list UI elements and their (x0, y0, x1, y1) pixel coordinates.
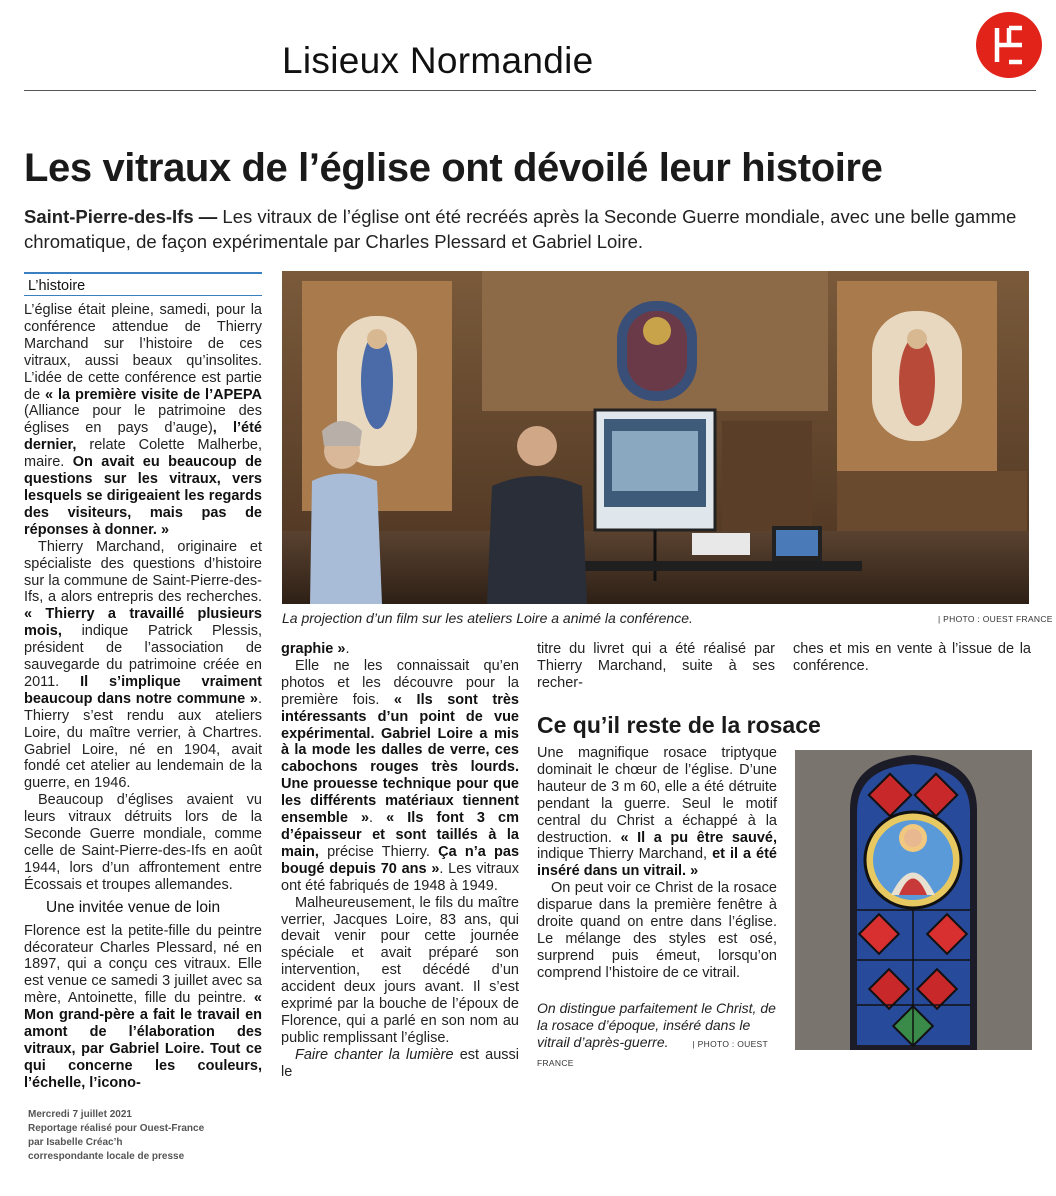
lede (24, 204, 1034, 254)
quote-run: On avait eu beaucoup de questions sur les vitraux, vers lesquels se dirigeaient les regards des visiteurs, mais pas de réponses à donner. » (24, 454, 262, 538)
text-run: Thierry Marchand, originaire et spécialiste des questions d’histoire sur la commune de Saint-Pierre-des-Ifs, a alors entrepris des recherches. (24, 538, 262, 606)
column-4-top (793, 641, 1031, 675)
rosace-caption (537, 1000, 785, 1072)
column-3-top (537, 641, 775, 692)
text-run: Florence est la petite-fille du peintre décorateur Charles Plessard, né en 1897, qui a conçu ces vitraux. Elle est venue ce samedi 3 juillet avec sa mère, Antoinette, fille du peintre. (24, 922, 262, 1007)
text-run: . Thierry s’est rendu aux ateliers Loire, du maître verrier, à Chartres. Gabriel Loire, né en 1904, avait fondé cet atelier au lendemain de la guerre, en 1946. (24, 690, 262, 792)
header-divider (24, 90, 1036, 91)
section-label: L’histoire (24, 272, 262, 296)
lede-place: Saint-Pierre-des-Ifs — (24, 206, 218, 227)
paragraph (537, 745, 777, 880)
paragraph (24, 539, 262, 793)
paragraph (281, 1047, 519, 1081)
footer-date: Mercredi 7 juillet 2021 (28, 1109, 132, 1120)
quote-run: « Mon grand-père a fait le travail en amont de l’élaboration des vitraux, par Gabriel Loire. Tout ce qui concerne les couleurs, l’échelle, l’icono- (24, 990, 262, 1091)
ouest-france-logo-icon (976, 12, 1042, 78)
column-3-rosace (537, 745, 777, 982)
paragraph: titre du livret qui a été réalisé par Thierry Marchand, suite à ses recher- (537, 641, 775, 691)
quote-run: « Ils font 3 cm d’épaisseur et sont taillés à la main, (281, 810, 519, 860)
church-interior-image (282, 271, 1029, 604)
text-run: indique Thierry Marchand, (537, 846, 713, 863)
text-run: est aussi le (281, 1046, 519, 1080)
quote-run: et il a été inséré dans un vitrail. » (537, 846, 777, 880)
footer-author: par Isabelle Créac’h (28, 1137, 123, 1148)
column-2 (281, 641, 519, 1081)
footer-report: Reportage réalisé pour Ouest-France (28, 1123, 205, 1134)
quote-run: « Ils sont très intéressants d’un point de vue expérimental. Gabriel Loire a mis à la mode les dalles de verre, ces cabochons rouges très lourds. Une prouesse technique pour que les différents matériaux tiennent ensemble » (281, 691, 519, 827)
text-run: relate Colette Malherbe, maire. (24, 437, 262, 471)
text-run: . Les vitraux ont été fabriqués de 1948 à 1949. (281, 860, 519, 894)
text-run: . (369, 810, 387, 827)
text-run: Elle ne les connaissait qu’en photos et les découvre pour la première fois. (281, 657, 519, 708)
photo-credit: | PHOTO : OUEST FRANCE (938, 614, 1053, 624)
paragraph (24, 923, 262, 1092)
text-run: indique Patrick Plessis, président de l’association de sauvegarde du patrimoine créée en 2011. (24, 623, 262, 690)
text-run: (Alliance pour le patrimoine des églises en pays d’auge) (24, 403, 262, 437)
paragraph: ches et mis en vente à l’issue de la conférence. (793, 641, 1031, 674)
quote-run: Il s’implique vraiment beaucoup dans notre commune » (24, 673, 262, 707)
caption-text: On distingue parfaitement le Christ, de la rosace d’époque, inséré dans le vitrail d’après-guerre. (537, 1000, 776, 1050)
footer-role: correspondante locale de presse (28, 1151, 185, 1162)
photo-credit: | PHOTO : OUEST FRANCE (537, 1039, 768, 1068)
text-run: . (345, 641, 350, 657)
paragraph (281, 641, 519, 658)
quote-run: , l’été dernier, (24, 420, 262, 454)
text-run: L’église était pleine, samedi, pour la conférence attendue de Thierry Marchand sur l’histoire de ces vitraux, aussi beaux qu’insolites. L’idée de cette conférence est partie de (24, 302, 262, 403)
text-run: précise Thierry. (318, 843, 439, 860)
headline: Les vitraux de l’église ont dévoilé leur histoire (24, 146, 883, 190)
paragraph: Malheureusement, le fils du maître verrier, Jacques Loire, 83 ans, qui devait venir pour cette journée spéciale et avait préparé son intervention, est décédé d’un accident deux jours avant. Il s’est exprimé par la bouche de l’époux de Florence, qui a parlé en son nom au public remplissant l’église. (281, 894, 519, 1046)
quote-run: Ça n’a pas bougé depuis 70 ans » (281, 843, 520, 877)
rosace-heading: Ce qu’il reste de la rosace (537, 712, 821, 738)
lede-text: Les vitraux de l’église ont été recréés après la Seconde Guerre mondiale, avec une belle gamme chromatique, de façon expérimentale par Charles Plessard et Gabriel Loire. (24, 206, 1017, 252)
section-title: Lisieux Normandie (282, 40, 594, 81)
paragraph (281, 658, 519, 895)
footer-credits (28, 1108, 204, 1164)
subhead: Une invitée venue de loin (46, 898, 221, 916)
column-1 (24, 302, 262, 1092)
paragraph (24, 302, 262, 539)
quote-run: « Il a pu être sauvé, (620, 829, 777, 846)
paragraph: On peut voir ce Christ de la rosace disparue dans la première fenêtre à droite quand on entre dans l’église. Le mélange des styles est osé, surprend puis émeut, lorsqu’on comprend l’histoire de ce vitrail. (537, 880, 777, 981)
stained-glass-photo (795, 750, 1032, 1050)
conference-photo (282, 271, 1029, 604)
text-run: Une magnifique rosace triptyque dominait le chœur de l’église. D’une hauteur de 3 m 60, elle a été détruite pendant la guerre. Seul le motif central du Christ a échappé à la destruction. (537, 745, 777, 846)
paragraph: Beaucoup d’églises avaient vu leurs vitraux détruits lors de la Seconde Guerre mondiale, comme celle de Saint-Pierre-des-Ifs en août 1944, lors d’un affrontement entre Écossais et troupes allemandes. (24, 792, 262, 893)
quote-run: « la première visite de l’APEPA (45, 386, 262, 403)
photo-caption: La projection d’un film sur les ateliers Loire a animé la conférence. (282, 610, 693, 626)
quote-run: graphie » (281, 641, 346, 657)
quote-run: « Thierry a travaillé plusieurs mois, (24, 606, 262, 640)
stained-glass-window-image (795, 750, 1032, 1050)
book-title: Faire chanter la lumière (295, 1046, 454, 1063)
